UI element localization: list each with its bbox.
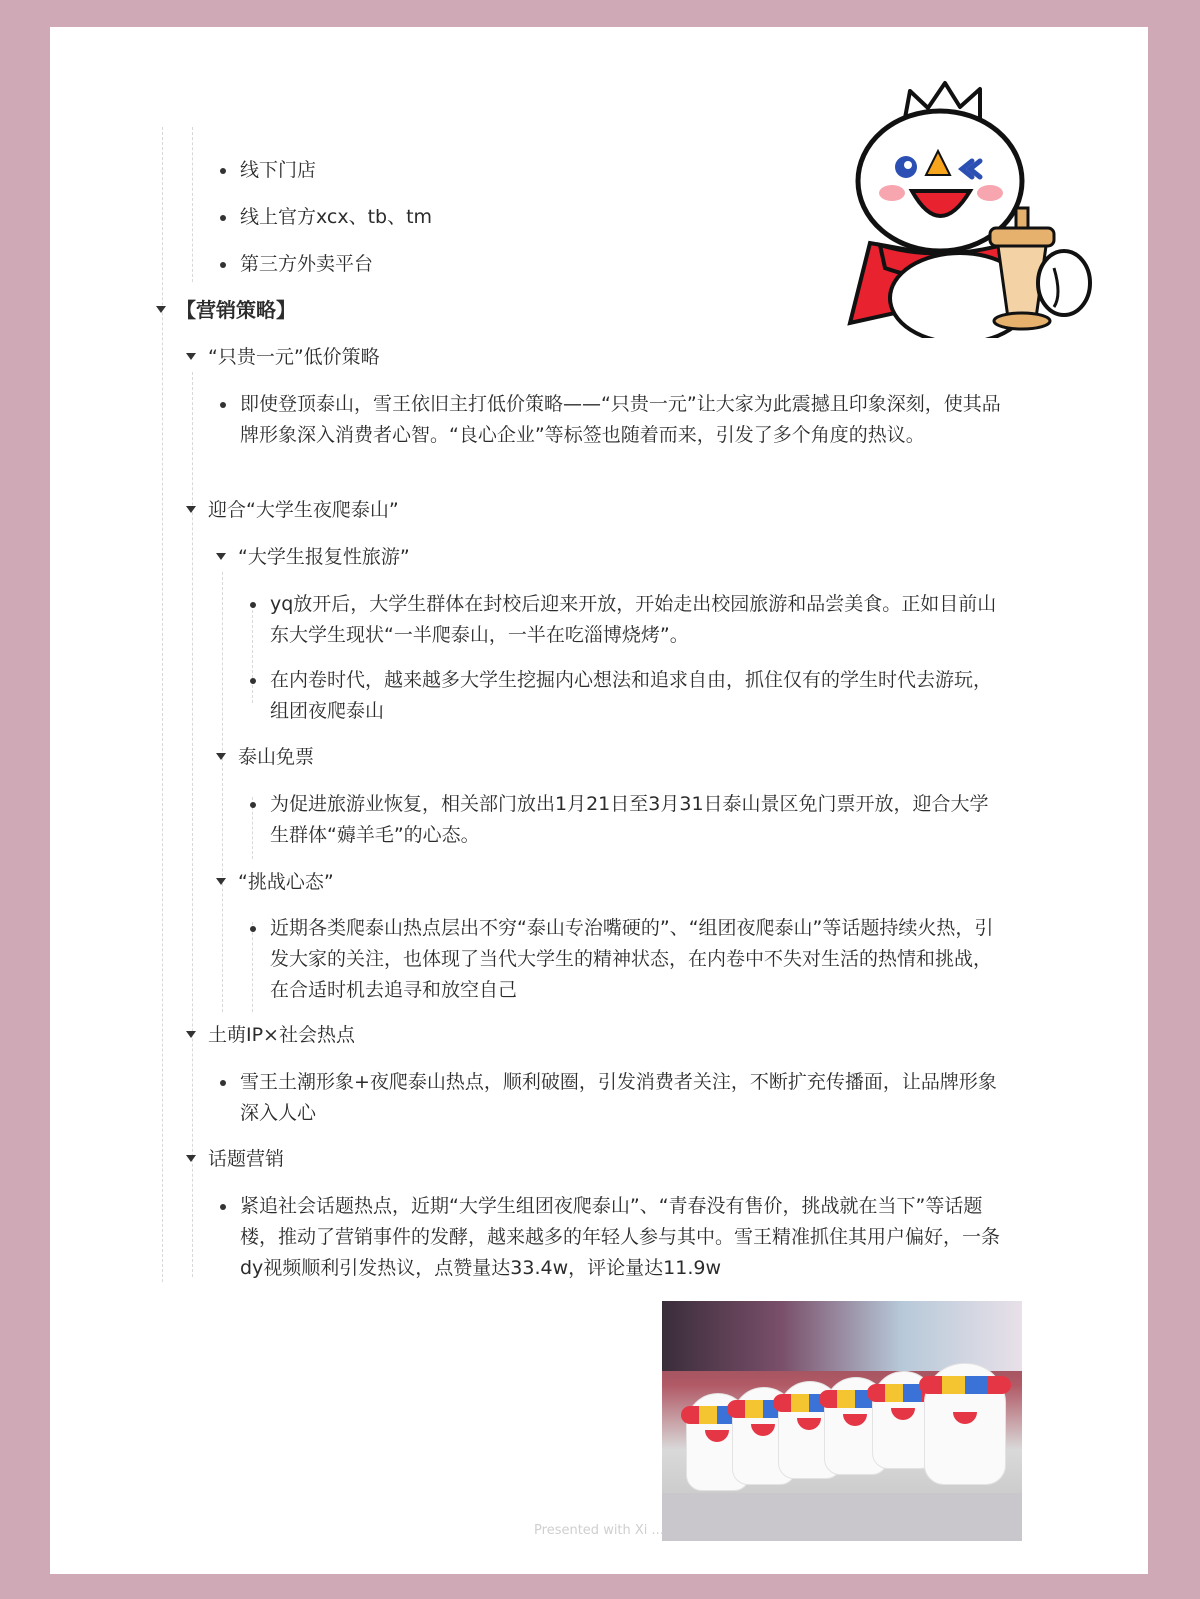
bullet-dot-icon <box>220 402 226 408</box>
bullet-dot-icon <box>250 602 256 608</box>
footer-watermark: Presented with Xi ... <box>534 1523 664 1538</box>
snow-king-mascot-sticker <box>840 63 1125 338</box>
outline-guide-line <box>222 572 223 1012</box>
outline-guide-line <box>192 127 193 282</box>
snow-king-figure <box>924 1363 1006 1485</box>
collapse-triangle-icon[interactable] <box>186 1155 196 1162</box>
collapse-triangle-icon[interactable] <box>216 553 226 560</box>
bullet-dot-icon <box>220 1080 226 1086</box>
storefront-background <box>662 1301 1022 1371</box>
list-item: 近期各类爬泰山热点层出不穷“泰山专治嘴硬的”、“组团夜爬泰山”等话题持续火热，引发大家的关注，也体现了当代大学生的精神状态，在内卷中不失对生活的热情和挑战，在合适时机去追寻和放空自己 <box>246 913 1006 1006</box>
list-item: 紧追社会话题热点，近期“大学生组团夜爬泰山”、“青春没有售价，挑战就在当下”等话题楼，推动了营销事件的发酵，越来越多的年轻人参与其中。雪王精准抓住其用户偏好，一条dy视频顺利引发热议，点赞量达33.4w，评论量达11.9w <box>216 1191 1006 1284</box>
list-item[interactable]: “只贵一元”低价策略 <box>186 342 986 373</box>
list-item[interactable]: 泰山免票 <box>216 742 996 773</box>
collapse-triangle-icon[interactable] <box>156 306 166 313</box>
bullet-dot-icon <box>250 678 256 684</box>
list-item[interactable]: 话题营销 <box>186 1144 986 1175</box>
list-item: yq放开后，大学生群体在封校后迎来开放，开始走出校园旅游和品尝美食。正如目前山东大学生现状“一半爬泰山，一半在吃淄博烧烤”。 <box>246 589 1006 651</box>
bullet-dot-icon <box>250 926 256 932</box>
list-item: 线下门店 <box>216 155 916 186</box>
list-item: 雪王土潮形象+夜爬泰山热点，顺利破圈，引发消费者关注，不断扩充传播面，让品牌形象深入人心 <box>216 1067 1006 1129</box>
bullet-dot-icon <box>220 168 226 174</box>
collapse-triangle-icon[interactable] <box>216 878 226 885</box>
collapse-triangle-icon[interactable] <box>216 753 226 760</box>
collapse-triangle-icon[interactable] <box>186 353 196 360</box>
list-item[interactable]: “大学生报复性旅游” <box>216 542 996 573</box>
document-page <box>50 27 1148 1574</box>
bullet-dot-icon <box>220 262 226 268</box>
collapse-triangle-icon[interactable] <box>186 506 196 513</box>
list-item[interactable]: 迎合“大学生夜爬泰山” <box>186 495 986 526</box>
list-item: 第三方外卖平台 <box>216 249 916 280</box>
bullet-dot-icon <box>220 1204 226 1210</box>
list-item: 在内卷时代，越来越多大学生挖掘内心想法和追求自由，抓住仅有的学生时代去游玩，组团夜爬泰山 <box>246 665 1006 727</box>
collapse-triangle-icon[interactable] <box>186 1031 196 1038</box>
list-item: 即使登顶泰山，雪王依旧主打低价策略——“只贵一元”让大家为此震撼且印象深刻，使其品牌形象深入消费者心智。“良心企业”等标签也随着而来，引发了多个角度的热议。 <box>216 389 1006 451</box>
bullet-dot-icon <box>220 215 226 221</box>
snow-king-figures-street-photo <box>662 1301 1022 1541</box>
list-item: 线上官方xcx、tb、tm <box>216 202 916 233</box>
outline-section-heading[interactable]: 【营销策略】 <box>156 295 856 326</box>
list-item: 为促进旅游业恢复，相关部门放出1月21日至3月31日泰山景区免门票开放，迎合大学生群体“薅羊毛”的心态。 <box>246 789 1006 851</box>
list-item[interactable]: 土萌IP×社会热点 <box>186 1020 986 1051</box>
list-item[interactable]: “挑战心态” <box>216 867 996 898</box>
bullet-dot-icon <box>250 802 256 808</box>
